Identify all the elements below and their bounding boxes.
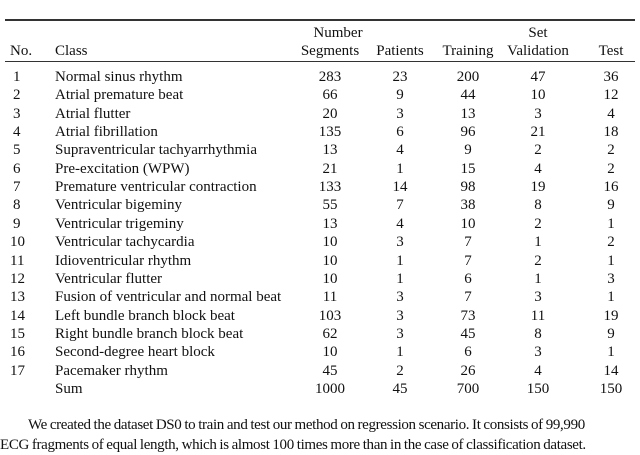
cell-segments: 103	[318, 307, 342, 324]
cell-test: 2	[607, 160, 615, 177]
cell-training: 6	[464, 344, 472, 361]
cell-validation: 3	[534, 105, 542, 122]
cell-segments: 135	[318, 124, 342, 141]
cell-class: Ventricular bigeminy	[55, 197, 183, 214]
cell-no: 16	[10, 344, 25, 361]
cell-patients: 1	[396, 270, 404, 287]
cell-class: Atrial premature beat	[55, 87, 184, 104]
cell-test: 1	[607, 252, 615, 269]
cell-validation: 3	[534, 344, 542, 361]
cell-test: 14	[603, 362, 619, 379]
cell-training: 7	[464, 252, 472, 269]
cell-test: 2	[607, 234, 615, 251]
cell-segments: 11	[322, 289, 338, 306]
cell-class: Atrial fibrillation	[55, 124, 158, 141]
cell-class: Pre-excitation (WPW)	[55, 160, 190, 177]
cell-segments: 10	[322, 344, 338, 361]
header-validation: Validation	[507, 43, 569, 59]
cell-validation: 47	[530, 69, 546, 85]
cell-class: Atrial flutter	[55, 105, 131, 122]
cell-no: 11	[10, 252, 25, 269]
header-no: No.	[10, 43, 33, 59]
cell-class: Left bundle branch block beat	[55, 307, 235, 324]
cell-no: 5	[13, 142, 21, 159]
cell-validation: 4	[534, 160, 542, 177]
cell-no: 12	[10, 270, 25, 287]
cell-patients: 1	[396, 160, 404, 177]
cell-patients: 3	[396, 234, 404, 251]
cell-no: 2	[13, 87, 21, 104]
paragraph-line-1: We created the dataset DS0 to train and test our method on regression scenario. It consists of 99,990	[28, 417, 585, 433]
cell-class: Sum	[55, 380, 83, 397]
cell-class: Ventricular trigeminy	[55, 215, 184, 232]
cell-validation: 10	[530, 87, 546, 104]
cell-no: 4	[13, 124, 21, 141]
cell-no: 10	[10, 234, 25, 251]
cell-test: 12	[603, 87, 619, 104]
cell-test: 18	[603, 124, 619, 141]
cell-test: 9	[607, 325, 615, 342]
cell-validation: 21	[530, 124, 546, 141]
top-rule	[5, 19, 635, 21]
cell-test: 9	[607, 197, 615, 214]
cell-segments: 21	[322, 160, 338, 177]
cell-validation: 2	[534, 252, 542, 269]
cell-training: 9	[464, 142, 472, 159]
header-rule	[5, 61, 635, 62]
cell-segments: 62	[322, 325, 338, 342]
cell-segments: 55	[322, 197, 338, 214]
cell-segments: 13	[322, 215, 338, 232]
cell-training: 200	[456, 69, 480, 85]
cell-test: 36	[603, 69, 619, 85]
cell-training: 38	[460, 197, 476, 214]
cell-class: Pacemaker rhythm	[55, 362, 168, 379]
cell-no: 15	[10, 325, 25, 342]
cell-training: 45	[460, 325, 476, 342]
cell-class: Fusion of ventricular and normal beat	[55, 289, 282, 306]
cell-segments: 1000	[315, 380, 345, 397]
cell-validation: 3	[534, 289, 542, 306]
cell-validation: 150	[526, 380, 550, 397]
group-header-number: Number	[313, 25, 363, 41]
cell-training: 7	[464, 234, 472, 251]
cell-validation: 11	[530, 307, 546, 324]
cell-class: Idioventricular rhythm	[55, 252, 192, 269]
cell-test: 1	[607, 289, 615, 306]
cell-segments: 45	[322, 362, 338, 379]
cell-validation: 2	[534, 215, 542, 232]
cell-test: 3	[607, 270, 615, 287]
cell-no: 1	[13, 69, 21, 85]
cell-class: Ventricular flutter	[55, 270, 163, 287]
cell-patients: 14	[392, 179, 408, 196]
cell-patients: 3	[396, 325, 404, 342]
cell-no: 6	[13, 160, 21, 177]
cell-patients: 4	[396, 142, 404, 159]
header-test: Test	[598, 43, 624, 59]
cell-training: 26	[460, 362, 476, 379]
cell-class: Second-degree heart block	[55, 344, 215, 361]
cell-segments: 10	[322, 252, 338, 269]
cell-segments: 66	[322, 87, 338, 104]
cell-patients: 4	[396, 215, 404, 232]
cell-test: 2	[607, 142, 615, 159]
cell-test: 1	[607, 344, 615, 361]
cell-class: Ventricular tachycardia	[55, 234, 195, 251]
cell-training: 6	[464, 270, 472, 287]
cell-training: 96	[460, 124, 476, 141]
cell-validation: 8	[534, 325, 542, 342]
header-training: Training	[442, 43, 494, 59]
cell-training: 700	[456, 380, 480, 397]
paragraph-line-2: ECG fragments of equal length, which is almost 100 times more than in the case of classification dataset.	[0, 437, 586, 453]
cell-test: 4	[607, 105, 615, 122]
cell-no: 17	[10, 362, 25, 379]
cell-no: 8	[13, 197, 21, 214]
cell-patients: 23	[392, 69, 408, 85]
cell-no: 13	[10, 289, 25, 306]
cell-no: 3	[13, 105, 21, 122]
cell-training: 13	[460, 105, 476, 122]
cell-patients: 2	[396, 362, 404, 379]
header-patients: Patients	[376, 43, 424, 59]
cell-patients: 1	[396, 252, 404, 269]
header-class: Class	[55, 43, 88, 59]
cell-training: 73	[460, 307, 476, 324]
cell-training: 98	[460, 179, 476, 196]
cell-segments: 283	[318, 69, 342, 85]
cell-training: 7	[464, 289, 472, 306]
cell-patients: 3	[396, 105, 404, 122]
cell-validation: 2	[534, 142, 542, 159]
cell-training: 44	[460, 87, 476, 104]
cell-patients: 3	[396, 307, 404, 324]
cell-class: Supraventricular tachyarrhythmia	[55, 142, 258, 159]
cell-class: Premature ventricular contraction	[55, 179, 257, 196]
cell-patients: 45	[392, 380, 408, 397]
cell-class: Normal sinus rhythm	[55, 69, 183, 85]
header-segments: Segments	[300, 43, 360, 59]
cell-validation: 4	[534, 362, 542, 379]
cell-test: 16	[603, 179, 619, 196]
cell-test: 150	[599, 380, 623, 397]
cell-no: 9	[13, 215, 21, 232]
cell-segments: 13	[322, 142, 338, 159]
cell-validation: 1	[534, 270, 542, 287]
cell-patients: 3	[396, 289, 404, 306]
cell-test: 19	[603, 307, 619, 324]
cell-training: 10	[460, 215, 476, 232]
cell-class: Right bundle branch block beat	[55, 325, 244, 342]
cell-test: 1	[607, 215, 615, 232]
cell-no: 7	[13, 179, 21, 196]
cell-patients: 7	[396, 197, 404, 214]
cell-training: 15	[460, 160, 476, 177]
cell-validation: 19	[530, 179, 546, 196]
cell-no: 14	[10, 307, 25, 324]
cell-validation: 8	[534, 197, 542, 214]
group-header-set: Set	[528, 25, 548, 41]
cell-segments: 20	[322, 105, 338, 122]
cell-segments: 10	[322, 270, 338, 287]
cell-validation: 1	[534, 234, 542, 251]
cell-patients: 6	[396, 124, 404, 141]
cell-segments: 10	[322, 234, 338, 251]
cell-patients: 9	[396, 87, 404, 104]
cell-segments: 133	[318, 179, 342, 196]
cell-patients: 1	[396, 344, 404, 361]
